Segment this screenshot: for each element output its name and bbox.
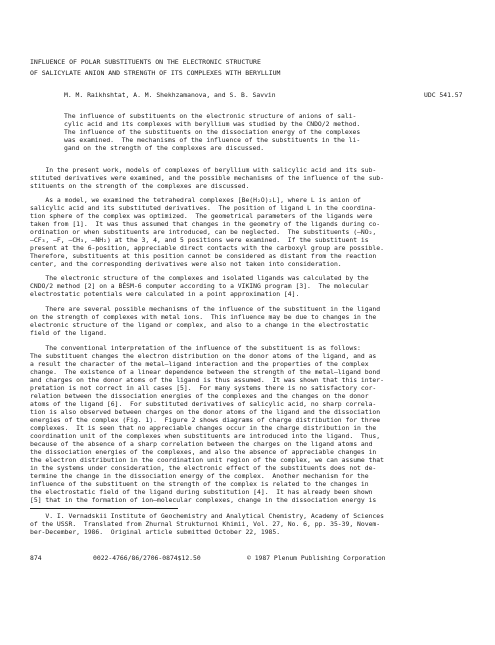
body-line: Therefore, substituents at this position cannot be considered as distant from the reaction bbox=[30, 252, 377, 260]
udc-code: UDC 541.57 bbox=[424, 91, 463, 99]
body-line: There are several possible mechanisms of the influence of the substituent in the ligand bbox=[30, 305, 381, 313]
body-line: the dissociation energies of the complexes, and also the absence of appreciable changes in bbox=[30, 448, 377, 456]
body-line: salicylic acid and its substituted derivatives. The position of ligand L in the coordina- bbox=[30, 204, 377, 212]
body-line: energies of the complex (Fig. 1). Figure 2 shows diagrams of charge distribution for three bbox=[30, 416, 381, 424]
body-line: because of the absence of a sharp correlation between the charges on the ligand atoms and bbox=[30, 440, 373, 448]
body-line: field of the ligand. bbox=[30, 329, 107, 337]
body-line: relation between the dissociation energies of the complexes and the changes on the donor bbox=[30, 392, 369, 400]
footnote-line: V. I. Vernadskii Institute of Geochemistry and Analytical Chemistry, Academy of Sciences bbox=[30, 512, 384, 520]
body-line: change. The existence of a linear dependence between the strength of the metal—ligand bond bbox=[30, 368, 381, 376]
body-line: In the present work, models of complexes of beryllium with salicylic acid and its sub- bbox=[30, 166, 377, 174]
body-line: complexes. It is seen that no appreciable changes occur in the charge distribution in the bbox=[30, 424, 377, 432]
body-line: termine the change in the dissociation energy of the complex. Another mechanism for the bbox=[30, 472, 369, 480]
footnote-line: ber-December, 1986. Original article submitted October 22, 1985. bbox=[30, 528, 281, 536]
copyright: © 1987 Plenum Publishing Corporation bbox=[247, 554, 386, 562]
body-line: and charges on the donor atoms of the ligand is thus assumed. It was shown that this inter- bbox=[30, 376, 384, 384]
body-line: [5] that in the formation of ion—molecular complexes, change in the dissociation energy is bbox=[30, 496, 377, 504]
body-line: electrostatic potentials were calculated in a point approximation [4]. bbox=[30, 290, 300, 298]
body-line: ordination or when substituents are introduced, can be neglected. The substituents (—NO₂, bbox=[30, 228, 377, 236]
footnote-divider bbox=[30, 508, 178, 509]
body-line: coordination unit of the complexes when substituents are introduced into the ligand. Thus, bbox=[30, 432, 381, 440]
body-line: the electrostatic field of the ligand during substitution [4]. It has already been shown bbox=[30, 488, 373, 496]
body-line: The electronic structure of the complexes and isolated ligands was calculated by the bbox=[30, 274, 369, 282]
article-title-line-2: OF SALICYLATE ANION AND STRENGTH OF ITS COMPLEXES WITH BERYLLIUM bbox=[30, 69, 281, 77]
abstract-line: The influence of the substituents on the dissociation energy of the complexes bbox=[64, 128, 361, 136]
body-line: tion sphere of the complex was optimized. The geometrical parameters of the ligands were bbox=[30, 212, 373, 220]
body-line: stituents on the strength of the complexes are discussed. bbox=[30, 182, 250, 190]
body-line: present at the 6-position, appreciable direct contacts with the carboxyl group are possible. bbox=[30, 244, 384, 252]
body-line: tion is also observed between charges on the donor atoms of the ligand and the dissociation bbox=[30, 408, 381, 416]
authors: M. M. Raikhshtat, A. M. Shekhzamanova, and S. B. Savvin bbox=[64, 91, 276, 99]
body-line: The conventional interpretation of the influence of the substituent is as follows: bbox=[30, 344, 361, 352]
body-line: taken from [1]. It was thus assumed that changes in the geometry of the ligands during co- bbox=[30, 220, 381, 228]
body-line: a result the character of the metal—ligand interaction and the properties of the complex bbox=[30, 360, 369, 368]
body-line: stituted derivatives were examined, and the possible mechanisms of the influence of the sub- bbox=[30, 174, 384, 182]
article-code: 0022-4766/86/2706-0874$12.50 bbox=[93, 554, 201, 562]
article-title-line-1: INFLUENCE OF POLAR SUBSTITUENTS ON THE ELECTRONIC STRUCTURE bbox=[30, 58, 261, 66]
abstract-line: was examined. The mechanisms of the influence of the substituents in the li- bbox=[64, 136, 361, 144]
body-line: electronic structure of the ligand or complex, and also to a change in the electrostatic bbox=[30, 321, 369, 329]
body-line: As a model, we examined the tetrahedral complexes [Be(H₂O)₂L], where L is anion of bbox=[30, 196, 361, 204]
body-line: The substituent changes the electron distribution on the donor atoms of the ligand, and as bbox=[30, 352, 377, 360]
body-line: center, and the corresponding derivatives were also not taken into consideration. bbox=[30, 260, 342, 268]
footnote-line: of the USSR. Translated from Zhurnal Strukturnoi Khimii, Vol. 27, No. 6, pp. 35-39, Novem- bbox=[30, 520, 381, 528]
body-line: influence of the substituent on the strength of the complex is related to the changes in bbox=[30, 480, 369, 488]
abstract-line: cylic acid and its complexes with beryllium was studied by the CNDO/2 method. bbox=[64, 120, 361, 128]
body-line: on the strength of complexes with metal ions. This influence may be due to changes in the bbox=[30, 313, 377, 321]
body-line: CNDO/2 method [2] on a BÉSM-6 computer according to a VIKING program [3]. The molecular bbox=[30, 282, 369, 290]
body-line: the electron distribution in the coordination unit region of the complex, we can assume that bbox=[30, 456, 384, 464]
abstract-line: gand on the strength of the complexes are discussed. bbox=[64, 144, 265, 152]
body-line: in the systems under consideration, the electronic effect of the substituents does not de- bbox=[30, 464, 377, 472]
body-line: —CF₃, —F, —CH₃, —NH₂) at the 3, 4, and 5 positions were examined. If the substituent is bbox=[30, 236, 369, 244]
abstract-line: The influence of substituents on the electronic structure of anions of sali- bbox=[64, 112, 357, 120]
body-line: atoms of the ligand [6]. For substituted derivatives of salicylic acid, no sharp correla- bbox=[30, 400, 377, 408]
body-line: pretation is not correct in all cases [5]. For many systems there is no satisfactory cor- bbox=[30, 384, 377, 392]
page-number: 874 bbox=[30, 554, 42, 562]
